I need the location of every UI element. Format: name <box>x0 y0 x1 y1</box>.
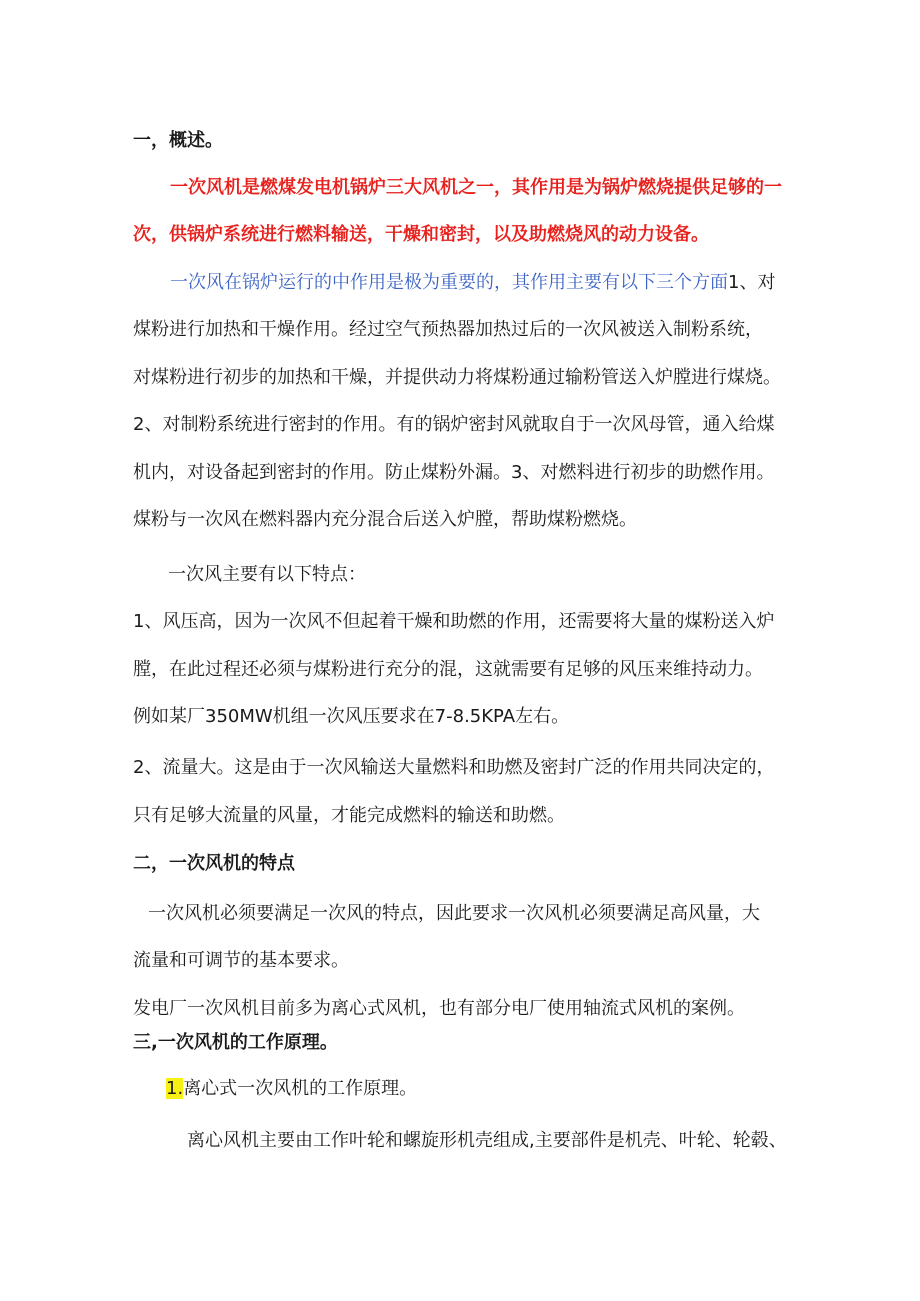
feature-1-line-1: 1、风压高，因为一次风不但起着干燥和助燃的作用，还需要将大量的煤粉送入炉 <box>133 611 775 632</box>
features-intro: 一次风主要有以下特点： <box>168 564 366 585</box>
role-line-5: 煤粉与一次风在燃料器内充分混合后送入炉膛，帮助煤粉燃烧。 <box>133 509 637 530</box>
role-line-4: 机内，对设备起到密封的作用。防止煤粉外漏。3、对燃料进行初步的助燃作用。 <box>133 462 775 483</box>
section-3-heading: 三,一次风机的工作原理。 <box>133 1032 338 1053</box>
intro-red-line-2: 次，供锅炉系统进行燃料输送，干燥和密封，以及助燃烧风的动力设备。 <box>133 224 709 245</box>
role-intro-blue-text: 一次风在锅炉运行的中作用是极为重要的，其作用主要有以下三个方面 <box>170 272 728 293</box>
role-intro-line <box>170 271 775 295</box>
feature-2-line-2: 只有足够大流量的风量，才能完成燃料的输送和助燃。 <box>133 805 565 826</box>
feature-1-line-3: 例如某厂350MW机组一次风压要求在7-8.5KPA左右。 <box>133 706 570 727</box>
section-3-para-line-1: 离心风机主要由工作叶轮和螺旋形机壳组成,主要部件是机壳、叶轮、轮毂、 <box>187 1130 787 1151</box>
subsection-number-highlight: 1. <box>166 1078 184 1099</box>
role-line-2: 对煤粉进行初步的加热和干燥，并提供动力将煤粉通过输粉管送入炉膛进行煤烧。 <box>133 367 781 388</box>
section-2-heading: 二，一次风机的特点 <box>133 853 295 874</box>
section-1-heading: 一，概述。 <box>133 130 223 151</box>
section-2-line-2: 流量和可调节的基本要求。 <box>133 950 349 971</box>
role-intro-tail-text: 1、对 <box>728 272 776 293</box>
intro-red-line-1: 一次风机是燃煤发电机锅炉三大风机之一，其作用是为锅炉燃烧提供足够的一 <box>170 177 782 198</box>
section-2-line-1: 一次风机必须要满足一次风的特点，因此要求一次风机必须要满足高风量，大 <box>148 903 760 924</box>
role-line-1: 煤粉进行加热和干燥作用。经过空气预热器加热过后的一次风被送入制粉系统， <box>133 319 763 340</box>
section-2-line-3: 发电厂一次风机目前多为离心式风机，也有部分电厂使用轴流式风机的案例。 <box>133 998 745 1019</box>
subsection-1-title-line <box>166 1077 417 1101</box>
subsection-title: 离心式一次风机的工作原理。 <box>183 1078 418 1099</box>
role-line-3: 2、对制粉系统进行密封的作用。有的锅炉密封风就取自于一次风母管，通入给煤 <box>133 414 775 435</box>
feature-1-line-2: 膛，在此过程还必须与煤粉进行充分的混，这就需要有足够的风压来维持动力。 <box>133 659 763 680</box>
feature-2-line-1: 2、流量大。这是由于一次风输送大量燃料和助燃及密封广泛的作用共同决定的， <box>133 757 775 778</box>
